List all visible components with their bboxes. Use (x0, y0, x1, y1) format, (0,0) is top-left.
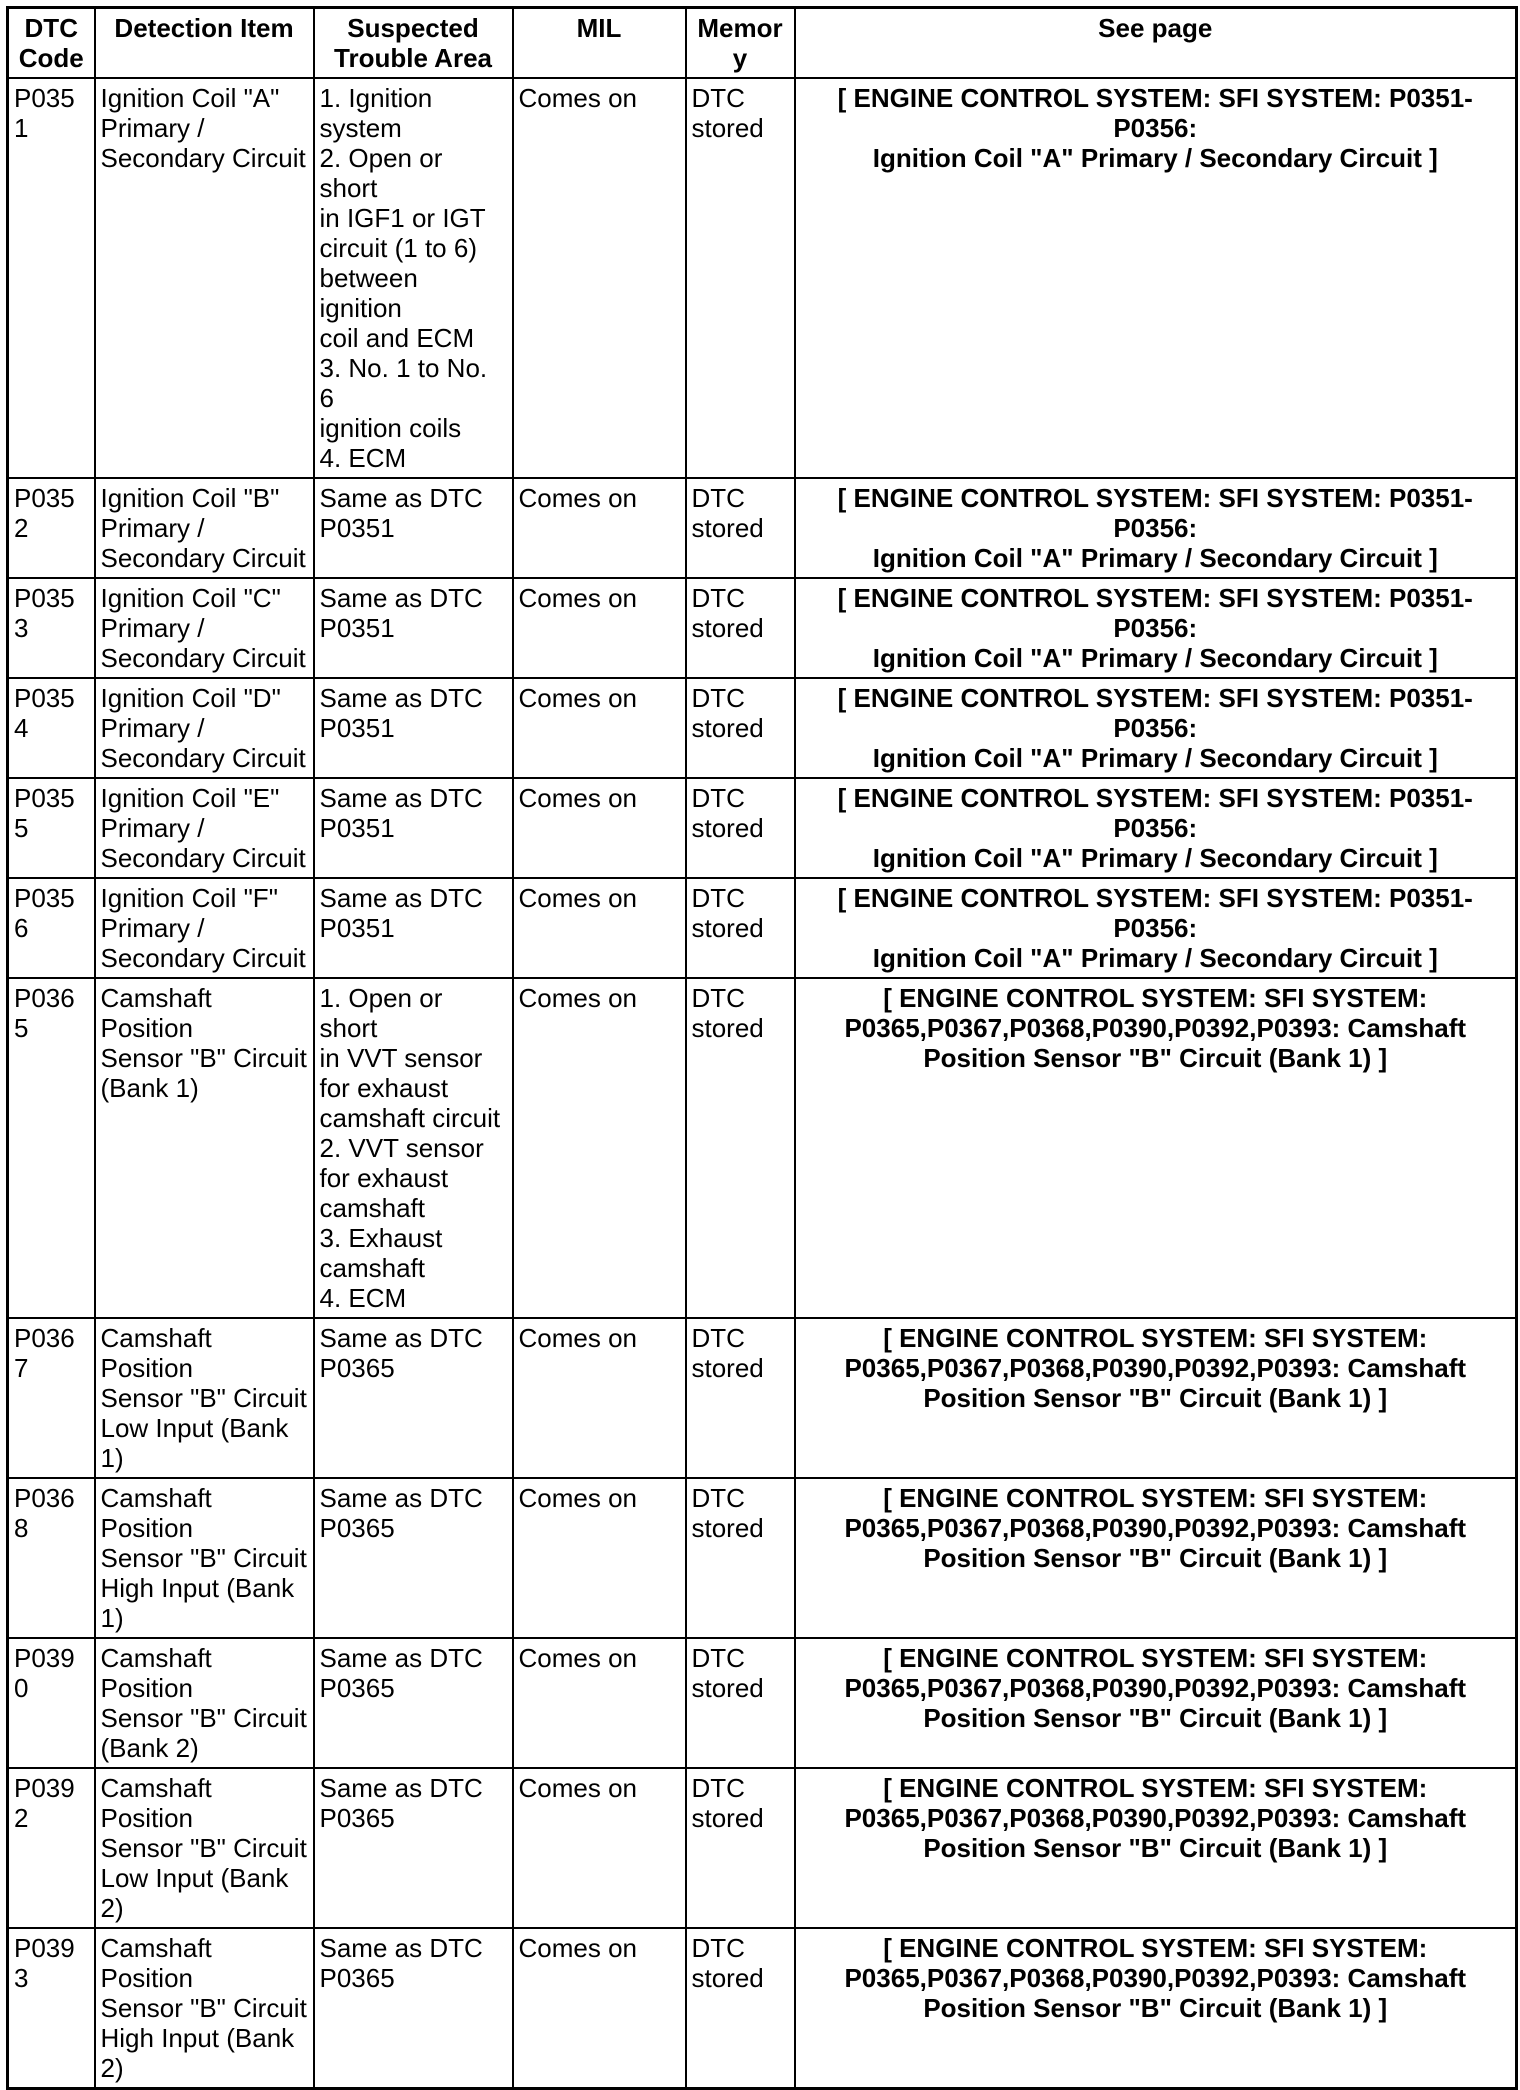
cell-mil (513, 978, 686, 1318)
cell-mil-text: Comes on (518, 1773, 637, 1803)
cell-detection-item (95, 878, 314, 978)
cell-detection-item-text: Camshaft Position Sensor "B" Circuit (Bank 1) (100, 983, 307, 1103)
cell-detection-item-text: Ignition Coil "C" Primary / Secondary Circuit (100, 583, 306, 673)
cell-see-page-link[interactable] (795, 478, 1517, 578)
cell-memory-text: DTC stored (691, 83, 764, 143)
cell-mil-text: Comes on (518, 583, 637, 613)
cell-suspected-trouble-area-text: Same as DTC P0365 (319, 1323, 483, 1383)
cell-dtc-code (8, 1768, 95, 1928)
cell-suspected-trouble-area (314, 1318, 513, 1478)
cell-detection-item (95, 478, 314, 578)
cell-memory (686, 478, 795, 578)
cell-mil-text: Comes on (518, 983, 637, 1013)
cell-dtc-code-text: P0368 (14, 1483, 75, 1543)
cell-mil (513, 1928, 686, 2089)
cell-memory (686, 678, 795, 778)
cell-suspected-trouble-area (314, 678, 513, 778)
cell-suspected-trouble-area (314, 1768, 513, 1928)
cell-dtc-code (8, 1638, 95, 1768)
cell-detection-item-text: Camshaft Position Sensor "B" Circuit Low Input (Bank 1) (100, 1323, 307, 1473)
cell-dtc-code (8, 578, 95, 678)
cell-suspected-trouble-area-text: Same as DTC P0351 (319, 583, 483, 643)
cell-see-page-link[interactable] (795, 678, 1517, 778)
cell-detection-item (95, 78, 314, 478)
cell-see-page-link-text[interactable]: [ ENGINE CONTROL SYSTEM: SFI SYSTEM: P0351-P0356: Ignition Coil "A" Primary / Secondary Circuit ] (837, 783, 1473, 873)
cell-dtc-code-text: P0390 (14, 1643, 75, 1703)
cell-detection-item-text: Ignition Coil "D" Primary / Secondary Circuit (100, 683, 306, 773)
cell-suspected-trouble-area-text: Same as DTC P0365 (319, 1933, 483, 1993)
cell-memory (686, 78, 795, 478)
cell-detection-item (95, 678, 314, 778)
cell-memory (686, 1928, 795, 2089)
cell-dtc-code-text: P0354 (14, 683, 75, 743)
cell-memory (686, 878, 795, 978)
cell-see-page-link-text[interactable]: [ ENGINE CONTROL SYSTEM: SFI SYSTEM: P0351-P0356: Ignition Coil "A" Primary / Secondary Circuit ] (837, 483, 1473, 573)
cell-memory-text: DTC stored (691, 883, 764, 943)
cell-see-page-link[interactable] (795, 778, 1517, 878)
header-mil: MIL (513, 8, 686, 79)
table-header (8, 8, 1517, 79)
cell-mil (513, 478, 686, 578)
cell-detection-item (95, 1768, 314, 1928)
cell-suspected-trouble-area (314, 78, 513, 478)
cell-detection-item-text: Ignition Coil "E" Primary / Secondary Circuit (100, 783, 306, 873)
cell-see-page-link[interactable] (795, 978, 1517, 1318)
cell-dtc-code (8, 1478, 95, 1638)
cell-dtc-code (8, 978, 95, 1318)
cell-suspected-trouble-area-text: Same as DTC P0365 (319, 1643, 483, 1703)
cell-memory-text: DTC stored (691, 1323, 764, 1383)
table-row (8, 978, 1517, 1318)
cell-memory-text: DTC stored (691, 583, 764, 643)
cell-suspected-trouble-area (314, 1928, 513, 2089)
cell-detection-item-text: Camshaft Position Sensor "B" Circuit High Input (Bank 1) (100, 1483, 307, 1633)
cell-dtc-code-text: P0352 (14, 483, 75, 543)
header-memory: Memory (686, 8, 795, 79)
cell-suspected-trouble-area-text: Same as DTC P0351 (319, 483, 483, 543)
cell-dtc-code (8, 878, 95, 978)
cell-mil (513, 1638, 686, 1768)
cell-detection-item-text: Camshaft Position Sensor "B" Circuit (Bank 2) (100, 1643, 307, 1763)
cell-mil-text: Comes on (518, 883, 637, 913)
cell-memory-text: DTC stored (691, 1933, 764, 1993)
cell-dtc-code-text: P0355 (14, 783, 75, 843)
cell-see-page-link-text[interactable]: [ ENGINE CONTROL SYSTEM: SFI SYSTEM: P0351-P0356: Ignition Coil "A" Primary / Secondary Circuit ] (837, 683, 1473, 773)
cell-mil (513, 1318, 686, 1478)
cell-memory-text: DTC stored (691, 483, 764, 543)
cell-detection-item-text: Ignition Coil "B" Primary / Secondary Circuit (100, 483, 306, 573)
header-dtc-code: DTC Code (8, 8, 95, 79)
table-row (8, 678, 1517, 778)
cell-memory-text: DTC stored (691, 1773, 764, 1833)
cell-dtc-code (8, 78, 95, 478)
cell-detection-item (95, 1638, 314, 1768)
cell-memory (686, 978, 795, 1318)
cell-see-page-link[interactable] (795, 78, 1517, 478)
cell-memory-text: DTC stored (691, 683, 764, 743)
cell-detection-item (95, 578, 314, 678)
cell-dtc-code-text: P0367 (14, 1323, 75, 1383)
cell-suspected-trouble-area-text: Same as DTC P0365 (319, 1773, 483, 1833)
cell-see-page-link[interactable] (795, 1478, 1517, 1638)
cell-mil-text: Comes on (518, 783, 637, 813)
table-row (8, 1318, 1517, 1478)
cell-memory-text: DTC stored (691, 783, 764, 843)
cell-suspected-trouble-area (314, 978, 513, 1318)
cell-memory-text: DTC stored (691, 1643, 764, 1703)
cell-detection-item-text: Camshaft Position Sensor "B" Circuit High Input (Bank 2) (100, 1933, 307, 2083)
cell-see-page-link-text[interactable]: [ ENGINE CONTROL SYSTEM: SFI SYSTEM: P0365,P0367,P0368,P0390,P0392,P0393: Camshaft Position Sensor "B" Circuit (Bank 1) ] (844, 983, 1467, 1073)
cell-dtc-code-text: P0351 (14, 83, 75, 143)
cell-suspected-trouble-area-text: 1. Ignition system 2. Open or short in IGF1 or IGT circuit (1 to 6) between ignition coil and ECM 3. No. 1 to No. 6 ignition coils 4. ECM (319, 83, 488, 473)
cell-dtc-code (8, 478, 95, 578)
cell-suspected-trouble-area (314, 1478, 513, 1638)
cell-mil (513, 578, 686, 678)
cell-detection-item (95, 1318, 314, 1478)
cell-detection-item (95, 1928, 314, 2089)
cell-see-page-link[interactable] (795, 1928, 1517, 2089)
cell-see-page-link[interactable] (795, 1318, 1517, 1478)
cell-see-page-link-text[interactable]: [ ENGINE CONTROL SYSTEM: SFI SYSTEM: P0365,P0367,P0368,P0390,P0392,P0393: Camshaft Position Sensor "B" Circuit (Bank 1) ] (844, 1483, 1467, 1573)
table-row (8, 1638, 1517, 1768)
cell-see-page-link-text[interactable]: [ ENGINE CONTROL SYSTEM: SFI SYSTEM: P0351-P0356: Ignition Coil "A" Primary / Secondary Circuit ] (837, 83, 1473, 173)
cell-mil (513, 778, 686, 878)
cell-suspected-trouble-area-text: Same as DTC P0351 (319, 683, 483, 743)
cell-memory (686, 1638, 795, 1768)
cell-see-page-link[interactable] (795, 578, 1517, 678)
table-row (8, 78, 1517, 478)
cell-suspected-trouble-area-text: 1. Open or short in VVT sensor for exhaust camshaft circuit 2. VVT sensor for exhaust camshaft 3. Exhaust camshaft 4. ECM (319, 983, 501, 1313)
cell-dtc-code (8, 1318, 95, 1478)
table-row (8, 1768, 1517, 1928)
table-row (8, 478, 1517, 578)
table-row (8, 878, 1517, 978)
table-row (8, 778, 1517, 878)
cell-mil (513, 878, 686, 978)
cell-memory (686, 1768, 795, 1928)
cell-dtc-code-text: P0356 (14, 883, 75, 943)
cell-memory (686, 1478, 795, 1638)
cell-see-page-link-text[interactable]: [ ENGINE CONTROL SYSTEM: SFI SYSTEM: P0351-P0356: Ignition Coil "A" Primary / Secondary Circuit ] (837, 583, 1473, 673)
table-row (8, 578, 1517, 678)
cell-mil-text: Comes on (518, 1933, 637, 1963)
cell-detection-item (95, 978, 314, 1318)
cell-mil-text: Comes on (518, 683, 637, 713)
cell-see-page-link[interactable] (795, 878, 1517, 978)
cell-detection-item (95, 1478, 314, 1638)
header-suspected-trouble-area: Suspected Trouble Area (314, 8, 513, 79)
cell-suspected-trouble-area (314, 478, 513, 578)
cell-detection-item-text: Camshaft Position Sensor "B" Circuit Low Input (Bank 2) (100, 1773, 307, 1923)
cell-detection-item (95, 778, 314, 878)
cell-dtc-code-text: P0353 (14, 583, 75, 643)
cell-detection-item-text: Ignition Coil "A" Primary / Secondary Circuit (100, 83, 306, 173)
cell-mil-text: Comes on (518, 83, 637, 113)
cell-mil (513, 78, 686, 478)
dtc-table (6, 6, 1518, 2090)
cell-memory (686, 1318, 795, 1478)
cell-suspected-trouble-area (314, 578, 513, 678)
cell-mil (513, 678, 686, 778)
cell-see-page-link-text[interactable]: [ ENGINE CONTROL SYSTEM: SFI SYSTEM: P0365,P0367,P0368,P0390,P0392,P0393: Camshaft Position Sensor "B" Circuit (Bank 1) ] (844, 1643, 1467, 1733)
cell-memory-text: DTC stored (691, 1483, 764, 1543)
cell-mil-text: Comes on (518, 1323, 637, 1353)
cell-mil-text: Comes on (518, 1643, 637, 1673)
cell-suspected-trouble-area (314, 878, 513, 978)
cell-see-page-link-text[interactable]: [ ENGINE CONTROL SYSTEM: SFI SYSTEM: P0365,P0367,P0368,P0390,P0392,P0393: Camshaft Position Sensor "B" Circuit (Bank 1) ] (844, 1323, 1467, 1413)
cell-mil (513, 1478, 686, 1638)
cell-suspected-trouble-area-text: Same as DTC P0351 (319, 783, 483, 843)
cell-dtc-code (8, 1928, 95, 2089)
cell-memory-text: DTC stored (691, 983, 764, 1043)
cell-dtc-code-text: P0392 (14, 1773, 75, 1833)
header-row (8, 8, 1517, 79)
cell-detection-item-text: Ignition Coil "F" Primary / Secondary Circuit (100, 883, 306, 973)
cell-suspected-trouble-area (314, 1638, 513, 1768)
cell-see-page-link-text[interactable]: [ ENGINE CONTROL SYSTEM: SFI SYSTEM: P0365,P0367,P0368,P0390,P0392,P0393: Camshaft Position Sensor "B" Circuit (Bank 1) ] (844, 1773, 1467, 1863)
cell-dtc-code (8, 678, 95, 778)
cell-dtc-code (8, 778, 95, 878)
cell-dtc-code-text: P0365 (14, 983, 75, 1043)
cell-suspected-trouble-area (314, 778, 513, 878)
table-body (8, 78, 1517, 2089)
cell-memory (686, 578, 795, 678)
cell-dtc-code-text: P0393 (14, 1933, 75, 1993)
cell-mil-text: Comes on (518, 1483, 637, 1513)
table-row (8, 1478, 1517, 1638)
cell-mil (513, 1768, 686, 1928)
cell-mil-text: Comes on (518, 483, 637, 513)
cell-memory (686, 778, 795, 878)
table-row (8, 1928, 1517, 2089)
cell-see-page-link-text[interactable]: [ ENGINE CONTROL SYSTEM: SFI SYSTEM: P0351-P0356: Ignition Coil "A" Primary / Secondary Circuit ] (837, 883, 1473, 973)
header-detection-item: Detection Item (95, 8, 314, 79)
cell-see-page-link[interactable] (795, 1638, 1517, 1768)
cell-see-page-link-text[interactable]: [ ENGINE CONTROL SYSTEM: SFI SYSTEM: P0365,P0367,P0368,P0390,P0392,P0393: Camshaft Position Sensor "B" Circuit (Bank 1) ] (844, 1933, 1467, 2023)
cell-suspected-trouble-area-text: Same as DTC P0351 (319, 883, 483, 943)
cell-suspected-trouble-area-text: Same as DTC P0365 (319, 1483, 483, 1543)
cell-see-page-link[interactable] (795, 1768, 1517, 1928)
header-see-page: See page (795, 8, 1517, 79)
